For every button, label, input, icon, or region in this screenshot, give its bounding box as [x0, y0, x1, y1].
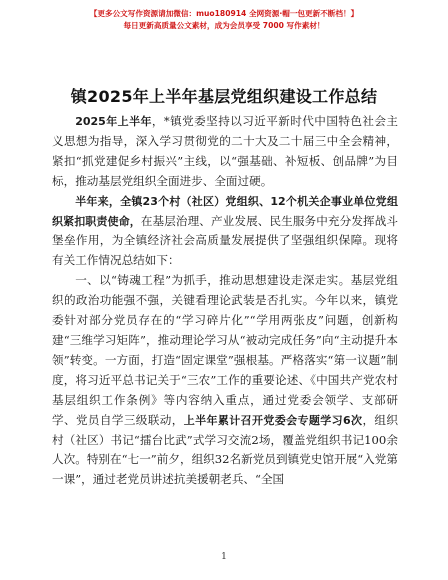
document-body — [52, 112, 398, 490]
banner-line-1: 【更多公文写作资源请加微信：muo180914 全网资源·帽一包更新不断档！】 — [89, 9, 359, 18]
paragraph-2-text: 在基层治理、产业发展、民生服务中充分发挥战斗堡垒作用，为全镇经济社会高质量发展提供了坚强组织保障。现将有关工作情况总结如下： — [52, 213, 398, 268]
paragraph-1 — [52, 112, 398, 192]
page-number: 1 — [221, 552, 227, 562]
paragraph-3-highlight: 上半年累计召开党委会专题学习6次 — [183, 413, 363, 427]
paragraph-1-lead: 2025年上半年 — [75, 115, 152, 128]
paragraph-3 — [52, 271, 398, 490]
paragraph-2 — [52, 192, 398, 272]
paragraph-1-text: ，*镇党委坚持以习近平新时代中国特色社会主义思想为指导，深入学习贯彻党的二十大及二十届三中全会精神，紧扣“抓党建促乡村振兴”主线，以“强基础、补短板、创品牌”为目标，推动基层党组织全面进步、全面过硬。 — [52, 114, 398, 188]
paragraph-3-text-a: 一、以“铸魂工程”为抓手，推动思想建设走深走实。基层党组织的政治功能强不强，关键看理论武装是否扎实。今年以来，镇党委针对部分党员存在的“学习碎片化”“学用两张皮”问题，创新构建“三维学习矩阵”，推动理论学习从“被动完成任务”向“主动提升本领”转变。一方面，打造“固定课堂”强根基。严格落实“第一议题”制度，将习近平总书记关于“三农”工作的重要论述、《中国共产党农村基层组织工作条例》等内容纳入重点，通过党委会领学、支部研学、党员自学三级联动， — [52, 273, 398, 427]
paragraph-3-text-b: ，组织村（社区）书记“擂台比武”式学习交流2场，覆盖党组织书记100余人次。特别在“七一”前夕，组织32名新党员到镇党史馆开展“入党第一课”，通过老党员讲述抗美援朝老兵、“全国 — [52, 412, 398, 487]
document-title: 镇2025年上半年基层党组织建设工作总结 — [70, 87, 378, 106]
paragraph-2-lead: 半年来，全镇23个村（社区）党组织、12个机关企事业单位党组织紧扣职责使命， — [52, 194, 398, 228]
banner-line-2: 每日更新高质量公文素材，成为会员享受 7000 写作素材！ — [123, 21, 325, 30]
promo-banner — [0, 8, 448, 32]
